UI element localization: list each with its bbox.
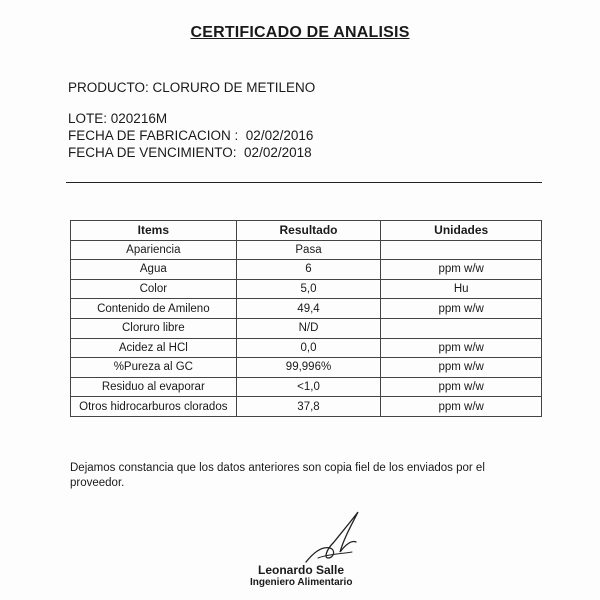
row-result: 5,0 (236, 279, 381, 299)
table-row (71, 358, 542, 378)
product-value: CLORURO DE METILENO (152, 80, 316, 95)
row-item: Cloruro libre (71, 318, 237, 338)
table-row (71, 299, 542, 319)
lote-line (68, 111, 167, 126)
row-item: Acidez al HCl (71, 338, 237, 358)
table-row (71, 279, 542, 299)
row-unit: ppm w/w (381, 260, 542, 280)
row-result: <1,0 (236, 377, 381, 397)
row-item: Contenido de Amileno (71, 299, 237, 319)
results-table (70, 220, 542, 417)
table-row (71, 318, 542, 338)
table-row (71, 240, 542, 260)
row-unit: ppm w/w (381, 397, 542, 417)
fabricacion-value: 02/02/2016 (245, 128, 314, 143)
handwritten-signature (300, 508, 380, 568)
signatory-title: Ingeniero Alimentario (250, 577, 353, 588)
header-unidades: Unidades (381, 221, 542, 241)
row-item: Apariencia (71, 240, 237, 260)
row-result: 49,4 (236, 299, 381, 319)
header-resultado: Resultado (236, 221, 381, 241)
row-unit: Hu (381, 279, 542, 299)
row-unit (381, 318, 542, 338)
document-title: CERTIFICADO DE ANALISIS (190, 24, 410, 41)
row-item: Color (71, 279, 237, 299)
header-items: Items (71, 221, 237, 241)
row-item: %Pureza al GC (71, 358, 237, 378)
table-row (71, 260, 542, 280)
vencimiento-line (68, 145, 312, 160)
row-unit: ppm w/w (381, 377, 542, 397)
row-unit: ppm w/w (381, 299, 542, 319)
vencimiento-label: FECHA DE VENCIMIENTO: (68, 145, 237, 160)
row-item: Otros hidrocarburos clorados (71, 397, 237, 417)
row-result: 99,996% (236, 358, 381, 378)
table-row (71, 338, 542, 358)
row-item: Residuo al evaporar (71, 377, 237, 397)
lote-label: LOTE: (68, 111, 108, 126)
table-header-row (71, 221, 542, 241)
vencimiento-value: 02/02/2018 (244, 145, 312, 160)
row-result: 6 (236, 260, 381, 280)
row-result: N/D (236, 318, 381, 338)
row-result: 0,0 (236, 338, 381, 358)
row-result: 37,8 (236, 397, 381, 417)
row-unit: ppm w/w (381, 338, 542, 358)
row-unit (381, 240, 542, 260)
table-row (71, 377, 542, 397)
fabricacion-line (68, 128, 313, 143)
row-result: Pasa (236, 240, 381, 260)
divider-rule (66, 182, 542, 183)
row-item: Agua (71, 260, 237, 280)
lote-value: 020216M (110, 111, 168, 126)
product-line (68, 80, 315, 95)
product-label: PRODUCTO: (68, 80, 149, 95)
table-row (71, 397, 542, 417)
signatory-name: Leonardo Salle (258, 563, 345, 577)
disclaimer-note: Dejamos constancia que los datos anteriores son copia fiel de los enviados por el proveedor. (70, 462, 485, 489)
row-unit: ppm w/w (381, 358, 542, 378)
fabricacion-label: FECHA DE FABRICACION : (68, 128, 239, 143)
